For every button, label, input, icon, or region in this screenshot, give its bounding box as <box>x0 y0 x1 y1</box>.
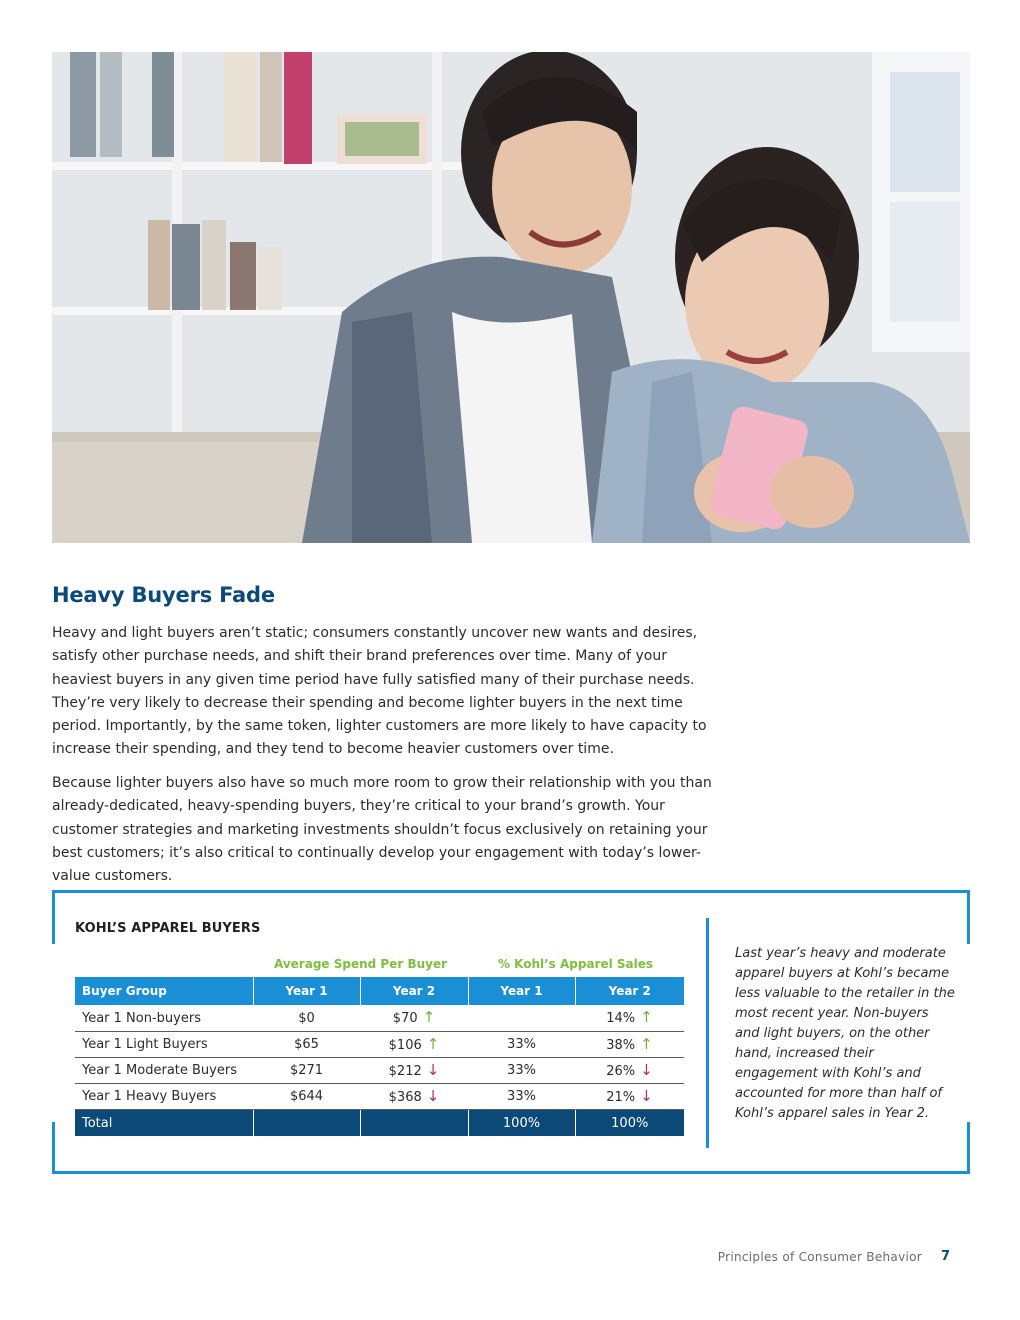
body-paragraph-2: Because lighter buyers also have so much more room to grow their relationship with you than already-dedicated, heavy-spending buyers, they’re critical to your brand’s growth. Your customer strategies and marketing investments shouldn’t focus exclusively on retaining your best customers; it’s also critical to continually develop your engagement with today’s lower-value customers. <box>52 775 712 885</box>
column-header-buyer-group: Buyer Group <box>75 977 253 1005</box>
spend-year-2-value: $106 <box>388 1037 422 1053</box>
sales-year-1-cell <box>468 1005 575 1032</box>
arrow-up-icon: ↑ <box>422 1008 436 1026</box>
body-paragraph-1: Heavy and light buyers aren’t static; consumers constantly uncover new wants and desires, satisfy other purchase needs, and shift their brand preferences over time. Many of your heaviest buyers in any given time period have fully satisfied many of their purchase needs. They’re very likely to decrease their spending and become lighter buyers in the next time period. Importantly, by the same token, lighter customers are more likely to have capacity to increase their spending, and they tend to become heavier customers over time. <box>52 625 707 758</box>
footer-title: Principles of Consumer Behavior <box>717 1250 922 1264</box>
callout-frame-left-top <box>52 890 55 944</box>
arrow-up-icon: ↑ <box>426 1034 440 1053</box>
callout-frame-right-top <box>967 890 970 944</box>
section-title: Heavy Buyers Fade <box>52 583 275 607</box>
sidebar-note: Last year’s heavy and moderate apparel buyers at Kohl’s became less valuable to the retailer in the most recent year. Non-buyers and light buyers, on the other hand, increased their engagement with Kohl’s and accounted for more than half of Kohl’s apparel sales in Year 2. <box>735 946 955 1121</box>
table-header-row <box>75 977 684 1005</box>
arrow-up-icon: ↑ <box>640 1034 653 1053</box>
table-row <box>75 1084 684 1110</box>
hero-photo <box>52 52 970 543</box>
arrow-down-icon: ↓ <box>640 1060 653 1079</box>
table-row <box>75 1032 684 1058</box>
sales-year-2-cell <box>575 1005 684 1032</box>
spend-year-2-cell <box>360 1084 468 1110</box>
spend-year-1-cell: $644 <box>253 1084 360 1110</box>
sales-year-2-cell <box>575 1084 684 1110</box>
table-row <box>75 1058 684 1084</box>
table-total-row <box>75 1110 684 1137</box>
arrow-down-icon: ↓ <box>426 1086 440 1105</box>
arrow-down-icon: ↓ <box>426 1060 440 1079</box>
spend-year-2-cell <box>360 1005 468 1032</box>
apparel-buyers-table <box>75 977 684 1136</box>
sales-year-2-cell <box>575 1032 684 1058</box>
callout-divider <box>706 918 709 1148</box>
spend-year-2-value: $368 <box>388 1089 422 1105</box>
arrow-up-icon: ↑ <box>640 1008 653 1026</box>
callout-frame-left-bottom <box>52 1122 55 1174</box>
sales-year-2-value: 38% <box>606 1037 636 1053</box>
sales-year-1-cell: 33% <box>468 1058 575 1084</box>
total-spend-year-2-cell <box>360 1110 468 1137</box>
spend-year-2-value: $70 <box>392 1011 418 1026</box>
sales-year-2-value: 14% <box>606 1011 636 1026</box>
sales-year-1-cell: 33% <box>468 1084 575 1110</box>
total-sales-year-1-cell: 100% <box>468 1110 575 1137</box>
callout-frame-right-bottom <box>967 1122 970 1174</box>
buyer-group-cell: Year 1 Light Buyers <box>75 1032 253 1058</box>
buyer-group-cell: Year 1 Non-buyers <box>75 1005 253 1032</box>
page-number: 7 <box>941 1249 951 1264</box>
sales-year-1-cell: 33% <box>468 1032 575 1058</box>
buyer-group-cell: Year 1 Heavy Buyers <box>75 1084 253 1110</box>
column-header-spend-year-2: Year 2 <box>360 977 468 1005</box>
column-header-spend-year-1: Year 1 <box>253 977 360 1005</box>
spend-year-1-cell: $0 <box>253 1005 360 1032</box>
callout-frame-bottom <box>52 1171 970 1174</box>
buyer-group-cell: Year 1 Moderate Buyers <box>75 1058 253 1084</box>
column-header-sales-year-1: Year 1 <box>468 977 575 1005</box>
table-title: KOHL’S APPAREL BUYERS <box>75 921 261 936</box>
table-row <box>75 1005 684 1032</box>
group-header-average-spend: Average Spend Per Buyer <box>273 957 448 971</box>
group-header-apparel-sales: % Kohl’s Apparel Sales <box>497 957 654 971</box>
spend-year-1-cell: $271 <box>253 1058 360 1084</box>
callout-frame-top <box>52 890 970 893</box>
spend-year-2-value: $212 <box>388 1063 422 1079</box>
total-label-cell: Total <box>75 1110 253 1137</box>
sales-year-2-value: 26% <box>606 1063 636 1079</box>
column-header-sales-year-2: Year 2 <box>575 977 684 1005</box>
spend-year-1-cell: $65 <box>253 1032 360 1058</box>
total-sales-year-2-cell: 100% <box>575 1110 684 1137</box>
sales-year-2-value: 21% <box>606 1089 636 1105</box>
arrow-down-icon: ↓ <box>640 1086 653 1105</box>
spend-year-2-cell <box>360 1032 468 1058</box>
spend-year-2-cell <box>360 1058 468 1084</box>
total-spend-year-1-cell <box>253 1110 360 1137</box>
sales-year-2-cell <box>575 1058 684 1084</box>
